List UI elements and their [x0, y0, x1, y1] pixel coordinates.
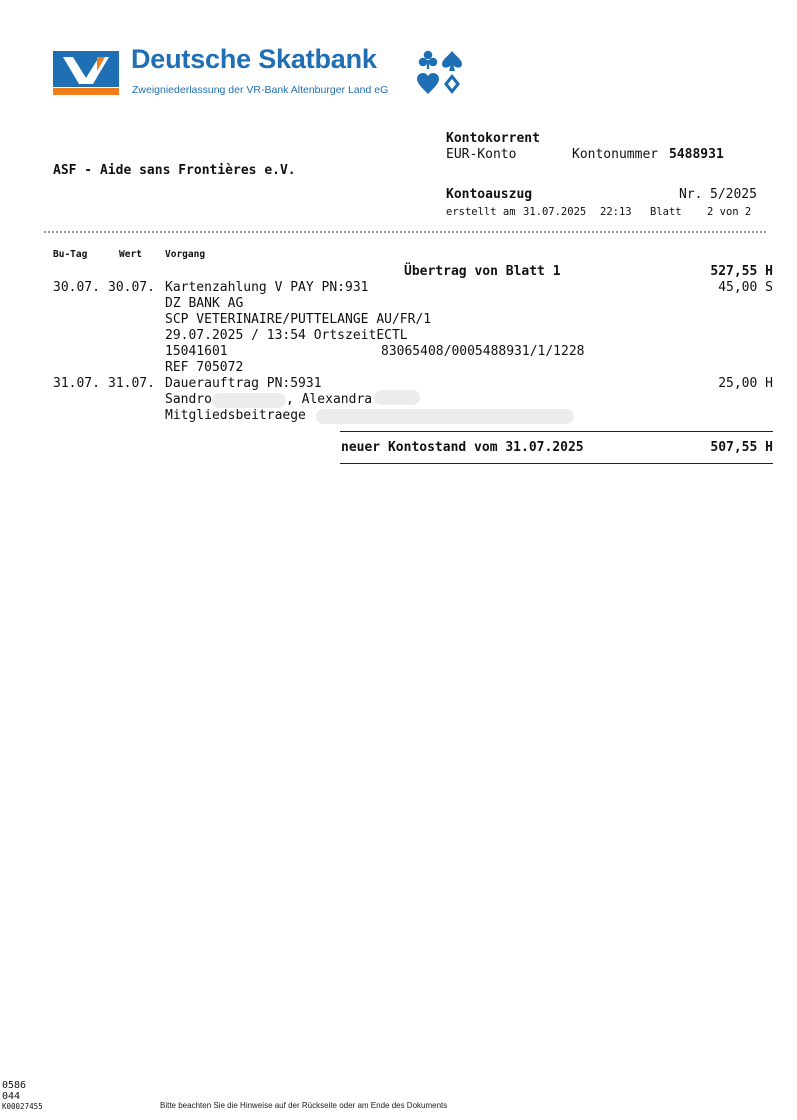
transaction-line: Mitgliedsbeitraege — [165, 408, 306, 423]
footer-code: K00027455 — [2, 1102, 43, 1111]
column-header-vorgang: Vorgang — [165, 249, 206, 260]
carry-over-amount: 527,55 H — [710, 264, 773, 279]
footer-note: Bitte beachten Sie die Hinweise auf der Rückseite oder am Ende des Dokuments — [160, 1101, 448, 1110]
transaction-bu-tag: 31.07. — [53, 376, 100, 391]
club-icon — [419, 51, 438, 69]
dotted-separator — [44, 231, 766, 233]
sheet-label: Blatt — [650, 206, 682, 218]
statement-nr-label: Nr. — [679, 187, 703, 202]
transaction-wert: 30.07. — [108, 280, 155, 295]
bank-subtitle: Zweigniederlassung der VR-Bank Altenburger Land eG — [132, 84, 389, 96]
transaction-amount: 25,00 H — [718, 376, 773, 391]
transaction-ref-line: REF 705072 — [165, 360, 244, 375]
carry-over-label: Übertrag von Blatt 1 — [404, 264, 561, 279]
created-time: 22:13 — [600, 206, 632, 218]
account-holder: ASF - Aide sans Frontières e.V. — [53, 163, 296, 178]
redaction-blur — [212, 393, 286, 408]
created-date: 31.07.2025 — [523, 206, 587, 218]
transaction-line: DZ BANK AG — [165, 296, 244, 311]
balance-bottom-rule — [340, 463, 773, 464]
column-header-bu-tag: Bu-Tag — [53, 249, 88, 260]
account-number: 5488931 — [669, 147, 724, 162]
transaction-ref-right: 83065408/0005488931/1/1228 — [381, 344, 585, 359]
account-number-label: Kontonummer — [572, 147, 659, 162]
bank-name: Deutsche Skatbank — [131, 44, 377, 74]
transaction-line: SCP VETERINAIRE/PUTTELANGE AU/FR/1 — [165, 312, 432, 327]
redaction-blur — [374, 390, 420, 405]
footer-code: 0586 — [2, 1080, 27, 1091]
statement-nr-value: 5/2025 — [710, 187, 757, 202]
new-balance-amount: 507,55 H — [710, 440, 773, 455]
card-suits-icon — [416, 50, 464, 96]
transaction-line: Dauerauftrag PN:5931 — [165, 376, 322, 391]
transaction-line: , Alexandra — [286, 392, 373, 407]
transaction-bu-tag: 30.07. — [53, 280, 100, 295]
balance-top-rule — [340, 431, 773, 432]
transaction-ref-left: 15041601 — [165, 344, 228, 359]
bank-logo-icon — [53, 51, 119, 95]
redaction-blur — [316, 409, 574, 424]
transaction-line: 29.07.2025 / 13:54 OrtszeitECTL — [165, 328, 408, 343]
transaction-line: Kartenzahlung V PAY PN:931 — [165, 280, 369, 295]
currency-type: EUR-Konto — [446, 147, 517, 162]
sheet-value: 2 von 2 — [707, 206, 752, 218]
column-header-wert: Wert — [119, 249, 142, 260]
transaction-line: Sandro — [165, 392, 212, 407]
diamond-icon — [444, 74, 460, 94]
created-label: erstellt am — [446, 206, 516, 218]
footer-code: 044 — [2, 1091, 21, 1102]
transaction-wert: 31.07. — [108, 376, 155, 391]
transaction-amount: 45,00 S — [718, 280, 773, 295]
statement-title: Kontoauszug — [446, 187, 533, 202]
spade-icon — [442, 51, 462, 71]
account-type-heading: Kontokorrent — [446, 131, 540, 146]
new-balance-label: neuer Kontostand vom 31.07.2025 — [341, 440, 584, 455]
heart-icon — [417, 73, 439, 94]
